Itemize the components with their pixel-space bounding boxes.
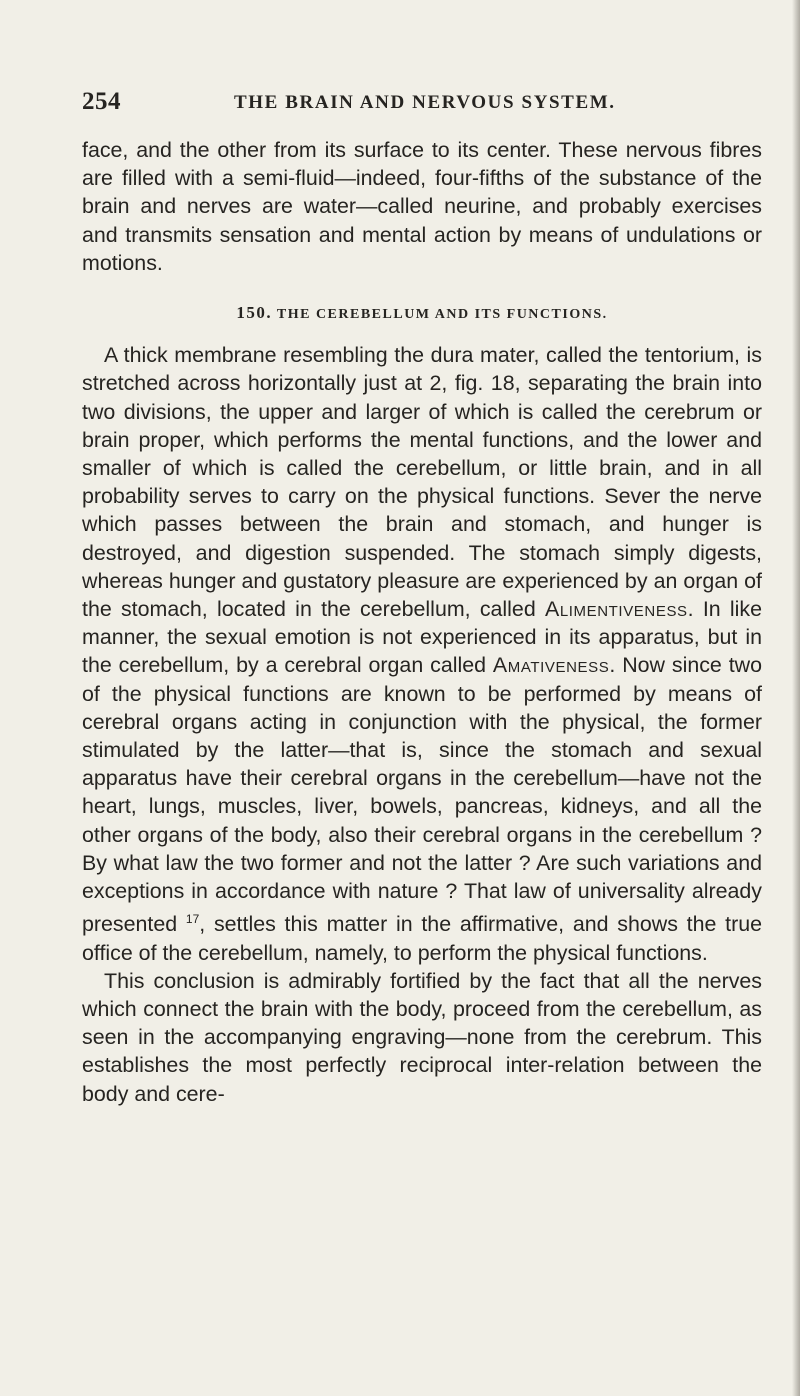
reference-mark: 17 <box>185 912 200 927</box>
paragraph-continuation: face, and the other from its surface to its center. These nervous fibres are filled with a semi-fluid—indeed, four-fifths of the substance of the brain and nerves are water—called neurine, and probably exercises and transmits sensation and mental action by means of undulations or motions. <box>82 138 762 275</box>
paragraph-cerebellum <box>82 341 762 967</box>
section-number: 150. <box>236 303 273 323</box>
term-amativeness: Amativeness <box>492 653 610 678</box>
paragraph-text: A thick membrane resembling the dura mater, called the tentorium, is stretched across horizontally just at 2, fig. 18, separating the brain into two divisions, the upper and larger of which is called the cerebrum or brain proper, which performs the mental functions, and the lower and smaller of which is called the cerebellum, or little brain, and in all probability serves to carry on the physical functions. Sever the nerve which passes between the brain and stomach, and hunger is destroyed, and digestion suspended. The stomach simply digests, whereas hunger and gustatory pleasure are experienced by an organ of the stomach, located in the cerebellum, called <box>82 343 762 622</box>
paragraph-conclusion: This conclusion is admirably fortified by the fact that all the nerves which connect the brain with the body, proceed from the cerebellum, as seen in the accompanying engraving—none from the cerebrum. This establishes the most perfectly reciprocal inter-relation between the body and cere- <box>82 968 762 1106</box>
term-alimentiveness: Alimentiveness <box>544 597 688 622</box>
paragraph-text: . In like manner, the sexual emotion is not experienced in its apparatus, but in the cerebellum, by a cerebral organ called <box>82 597 762 678</box>
section-title: THE CEREBELLUM AND ITS FUNCTIONS. <box>276 307 608 323</box>
scan-edge-shadow <box>792 0 800 1396</box>
page-header <box>82 88 762 118</box>
page-number: 254 <box>82 88 121 115</box>
paragraph-text: , settles this matter in the affirmative, and shows the true office of the cerebellum, namely, to perform the physical functions. <box>82 912 762 965</box>
body-text <box>82 136 762 1108</box>
section-heading <box>82 299 762 329</box>
paragraph-text: . Now since two of the physical functions are known to be performed by means of cerebral organs acting in conjunction with the physical, the former stimulated by the latter—that is, since the stomach and sexual apparatus have their cerebral organs in the cerebellum—have not the heart, lungs, muscles, liver, bowels, pancreas, kidneys, and all the other organs of the body, also their cerebral organs in the cerebellum ? By what law the two former and not the latter ? Are such variations and exceptions in accordance with nature ? That law of universality already presented <box>82 653 762 937</box>
running-title: THE BRAIN AND NERVOUS SYSTEM. <box>234 92 616 113</box>
